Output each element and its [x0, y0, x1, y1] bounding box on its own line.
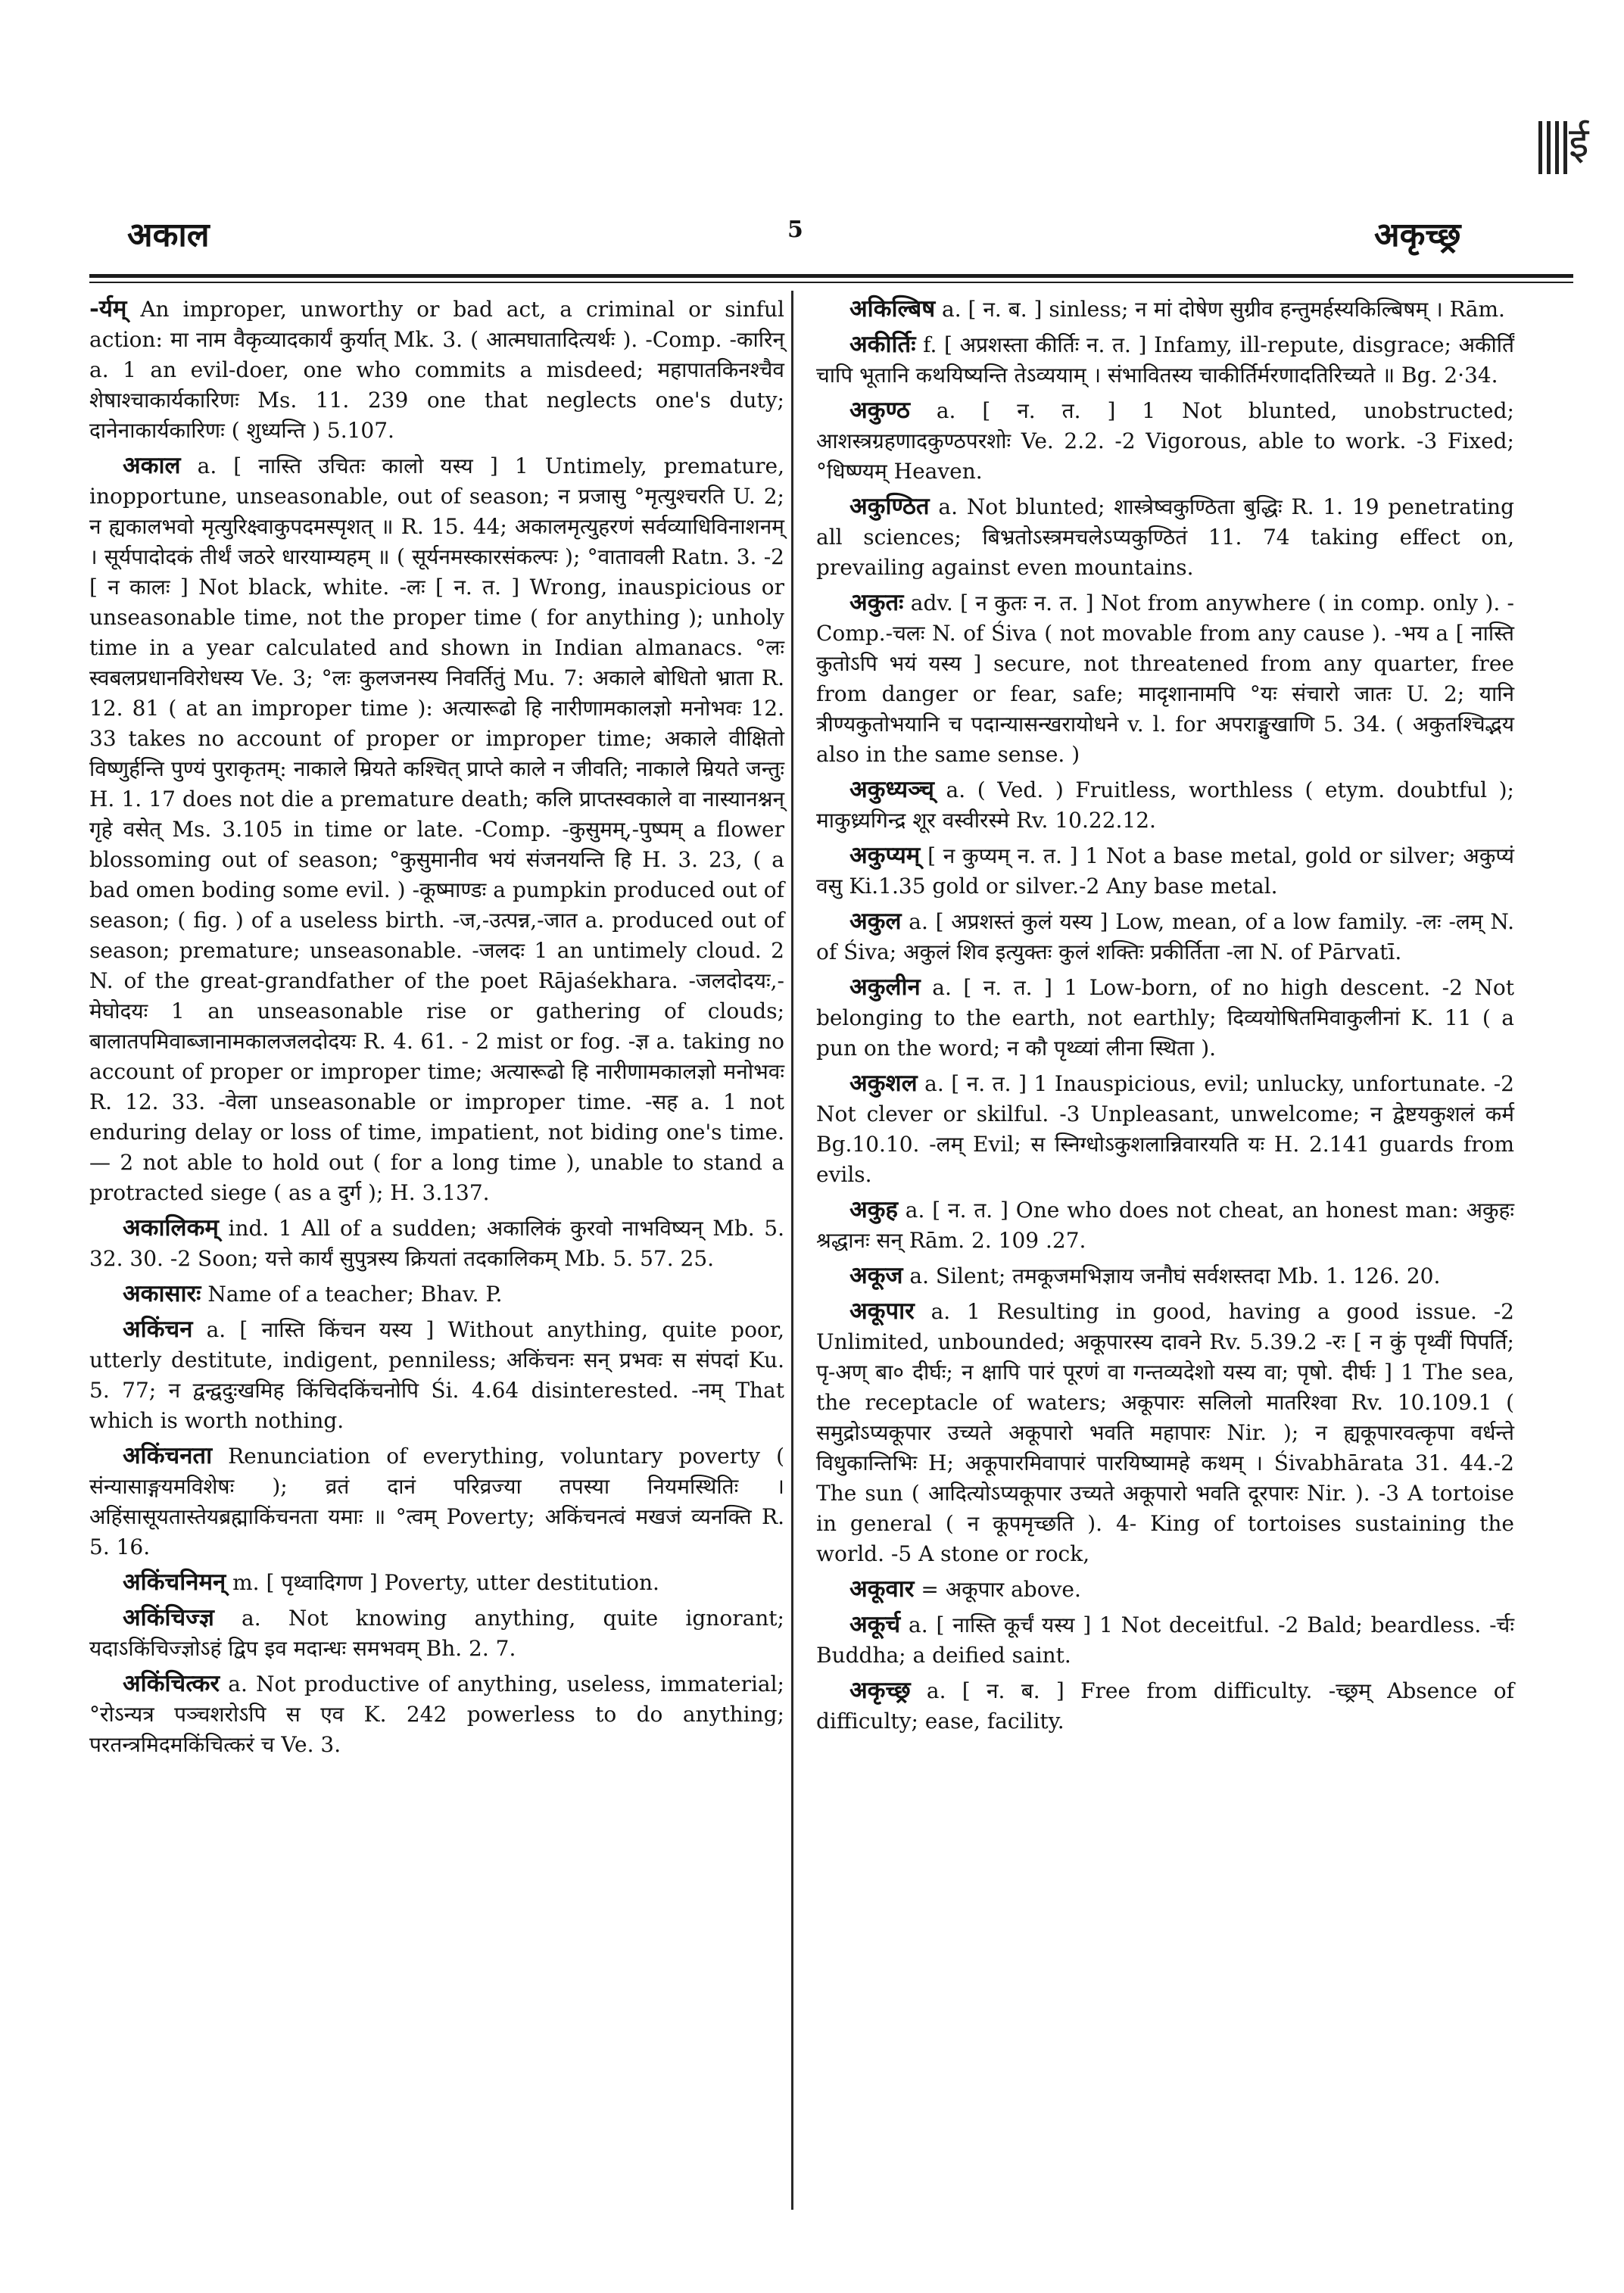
entry-definition: a. Silent; तमकूजमभिज्ञाय जनौघं सर्वशस्तदा Mb. 1. 126. 20. — [902, 1263, 1441, 1288]
entry-headword: अकुशल — [849, 1070, 918, 1097]
entry-headword: अकिल्बिष — [849, 295, 936, 322]
entry-definition: a. [ न. ब. ] sinless; न मां दोषेण सुग्रीव हन्तुमर्हस्यकिल्बिषम् । Rām. — [935, 297, 1505, 322]
right-guide-word: अकृच्छ्र — [1374, 216, 1461, 254]
entry-definition: Renunciation of everything, voluntary poverty ( संन्यासाङ्गयमविशेषः ); व्रतं दानं परिव्रज्या तपस्या नियमस्थितिः । अहिंसासूयतास्तेयब्रह्माकिंचनता यमाः ॥ °त्वम् Poverty; अकिंचनत्वं मखजं व्यनक्ति R. 5. 16. — [89, 1444, 784, 1559]
entry-headword: अकालिकम् — [123, 1214, 219, 1242]
left-guide-word: अकाल — [127, 216, 210, 254]
entry-definition: = अकूपार above. — [914, 1577, 1081, 1602]
header-rule — [89, 274, 1573, 278]
entry-definition: ind. 1 All of a sudden; अकालिकं कुरवो नाभविष्यन् Mb. 5. 32. 30. -2 Soon; यत्ते कार्यं सुपुत्रस्य क्रियतां तदकालिकम् Mb. 5. 57. 25. — [89, 1216, 784, 1271]
entry-definition: adv. [ न कुतः न. त. ] Not from anywhere ( in comp. only ). -Comp.-चलः N. of Śiva ( not movable from any cause ). -भय a [ नास्ति कुतोऽपि भयं यस्य ] secure, not threatened from any quarter, free from danger or fear, safe; मादृशानामपि °यः संचारो जातः U. 2; यानि त्रीण्यकुतोभयानि च पदान्यासन्खरायोधने v. l. for अपराङ्मुखाणि 5. 34. ( अकुतश्चिद्भय also in the same sense. ) — [816, 590, 1514, 767]
dictionary-entry — [816, 840, 1514, 902]
left-column — [89, 294, 784, 1765]
dictionary-entry — [816, 906, 1514, 967]
dictionary-entry — [89, 1603, 784, 1664]
entry-definition: a. [ न. ब. ] Free from difficulty. -च्छ्रम् Absence of difficulty; ease, facility. — [816, 1678, 1514, 1734]
entry-definition: a. Not blunted; शास्त्रेष्वकुण्ठिता बुद्धिः R. 1. 19 penetrating all sciences; बिभ्रतोऽस्त्रमचलेऽप्यकुण्ठितं 11. 74 taking effect on, prevailing against even mountains. — [816, 494, 1514, 580]
entry-headword: अकुध्यञ्च् — [849, 776, 934, 803]
entry-headword: अकुल — [849, 908, 902, 935]
entry-headword: अकुण्ठ — [849, 397, 910, 424]
entry-definition: a. [ अप्रशस्तं कुलं यस्य ] Low, mean, of a low family. -लः -लम् N. of Śiva; अकुलं शिव इत्युक्तः कुलं शक्तिः प्रकीर्तिता -ला N. of Pārvatī. — [816, 909, 1514, 964]
dictionary-entry — [816, 587, 1514, 770]
dictionary-entry — [89, 294, 784, 446]
dictionary-entry — [816, 294, 1514, 325]
entry-definition: a. 1 Resulting in good, having a good issue. -2 Unlimited, unbounded; अकूपारस्य दावने Rv. 5.39.2 -रः [ न कुं पृथ्वीं पिपर्ति; पृ-अण् बा० दीर्घः; न क्षापि पारं पूरणं वा गन्तव्यदेशो यस्य वा; पृषो. दीर्घः ] 1 The sea, the receptacle of waters; अकूपारः सलिलो मातरिश्वा Rv. 10.109.1 ( समुद्रोऽप्यकूपार उच्यते अकूपारो भवति महापारः Nir. ); न ह्यकूपारवत्कृपा वर्धन्ते विधुकान्तिभिः H; अकूपारमिवापारं पारयिष्यामहे कथम् । Śivabhārata 31. 44.-2 The sun ( आदित्योऽप्यकूपार उच्यते अकूपारो भवति दूरपारः Nir. ). -3 A tortoise in general ( न कूपमृच्छति ). 4- King of tortoises sustaining the world. -5 A stone or rock, — [816, 1299, 1514, 1566]
entry-definition: An improper, unworthy or bad act, a criminal or sinful action: मा नाम वैकृव्यादकार्यं कुर्यात् Mk. 3. ( आत्मघातादित्यर्थः ). -Comp. -कारिन् a. 1 an evil-doer, one who commits a misdeed; महापातकिनश्चैव शेषाश्चाकार्यकारिणः Ms. 11. 239 one that neglects one's duty; दानेनाकार्यकारिणः ( शुध्यन्ति ) 5.107. — [89, 297, 784, 443]
entry-definition: f. [ अप्रशस्ता कीर्तिः न. त. ] Infamy, ill-repute, disgrace; अकीर्तिं चापि भूतानि कथयिष्यन्ति तेऽव्ययाम् । संभावितस्य चाकीर्तिर्मरणादतिरिच्यते ॥ Bg. 2·34. — [816, 332, 1514, 388]
column-divider — [791, 291, 793, 2210]
entry-headword: अकुलीन — [849, 974, 921, 1001]
entry-headword: अकिंचिज्ज्ञ — [123, 1604, 214, 1631]
right-column — [816, 294, 1514, 1741]
entry-headword: अकूवार — [849, 1575, 915, 1603]
entry-headword: -र्यम् — [89, 295, 127, 322]
entry-definition: [ न कुप्यम् न. त. ] 1 Not a base metal, gold or silver; अकुप्यं वसु Ki.1.35 gold or silver.-2 Any base metal. — [816, 843, 1514, 899]
entry-headword: अकिंचन — [123, 1316, 193, 1343]
entry-definition: a. [ न. त. ] 1 Low-born, of no high descent. -2 Not belonging to the earth, not earthly; दिव्ययोषितमिवाकुलीनां K. 11 ( a pun on the word; न कौ पृथ्व्यां लीना स्थिता ). — [816, 975, 1514, 1061]
dictionary-entry — [89, 1213, 784, 1274]
entry-definition: a. [ न. त. ] One who does not cheat, an honest man: अकुहः श्रद्धानः सन् Rām. 2. 109 .27. — [816, 1198, 1514, 1253]
dictionary-entry — [816, 972, 1514, 1064]
dictionary-entry — [816, 329, 1514, 391]
entry-headword: अकूर्च — [849, 1611, 901, 1638]
dictionary-entry — [816, 1260, 1514, 1291]
entry-headword: अकूपार — [849, 1298, 915, 1325]
dictionary-entry — [816, 774, 1514, 836]
entry-headword: अकिंचनता — [123, 1442, 213, 1469]
entry-definition: a. [ न. त. ] 1 Not blunted, unobstructed; आशस्त्रग्रहणादकुण्ठपरशोः Ve. 2.2. -2 Vigorous, able to work. -3 Fixed; °धिष्ण्यम् Heaven. — [816, 398, 1514, 484]
dictionary-entry — [89, 1314, 784, 1436]
entry-headword: अकासारः — [123, 1280, 201, 1307]
dictionary-entry — [816, 1675, 1514, 1737]
entry-headword: अकृच्छ्र — [849, 1677, 911, 1704]
entry-definition: a. Not productive of anything, useless, immaterial; °रोऽन्यत्र पञ्चशरोऽपि स एव K. 242 powerless to do anything; परतन्त्रमिदमकिंचित्करं च Ve. 3. — [89, 1671, 784, 1757]
entry-headword: अकुण्ठित — [849, 493, 930, 520]
entry-definition: a. [ नास्ति उचितः कालो यस्य ] 1 Untimely, premature, inopportune, unseasonable, out of season; न प्रजासु °मृत्युश्चरति U. 2; न ह्यकालभवो मृत्युरिक्ष्वाकुपदमस्पृशत् ॥ R. 15. 44; अकालमृत्युहरणं सर्वव्याधिविनाशनम् । सूर्यपादोदकं तीर्थं जठरे धारयाम्यहम् ॥ ( सूर्यनमस्कारसंकल्पः ); °वातावली Ratn. 3. -2 [ न कालः ] Not black, white. -लः [ न. त. ] Wrong, inauspicious or unseasonable time, not the proper time ( for anything ); unholy time in a year calculated and shown in Indian almanacs. °लः स्वबलप्रधानविरोधस्य Ve. 3; °लः कुलजनस्य निवर्तितुं Mu. 7: अकाले बोधितो भ्राता R. 12. 81 ( at an improper time ): अत्यारूढो हि नारीणामकालज्ञो मनोभवः 12. 33 takes no account of proper or improper time; अकाले वीक्षितो विष्णुर्हन्ति पुण्यं पुराकृतम्: नाकाले म्रियते कश्चित् प्राप्ते काले न जीवति; नाकाले म्रियते जन्तुः H. 1. 17 does not die a premature death; कलि प्राप्तस्वकाले वा नास्यानश्नन् गृहे वसेत् Ms. 3.105 in time or late. -Comp. -कुसुमम्,-पुष्पम् a flower blossoming out of season; °कुसुमानीव भयं संजनयन्ति हि H. 3. 23, ( a bad omen boding some evil. ) -कूष्माण्डः a pumpkin produced out of season; ( fig. ) of a useless birth. -ज,-उत्पन्न,-जात a. produced out of season; premature; unseasonable. -जलदः 1 an untimely cloud. 2 N. of the great-grandfather of the poet Rājaśekhara. -जलदोदयः,-मेघोदयः 1 an unseasonable rise or gathering of clouds; बालातपमिवाब्जानामकालजलदोदयः R. 4. 61. - 2 mist or fog. -ज्ञ a. taking no account of proper or improper time; अत्यारूढो हि नारीणामकालज्ञो मनोभवः R. 12. 33. -वेला unseasonable or improper time. -सह a. 1 not enduring delay or loss of time, impatient, not biding one's time.— 2 not able to hold out ( for a long time ), unable to stand a protracted siege ( as a दुर्ग ); H. 3.137. — [89, 453, 784, 1205]
dictionary-entry — [816, 1574, 1514, 1605]
entry-headword: अकूज — [849, 1262, 903, 1289]
dictionary-entry — [816, 1068, 1514, 1190]
entry-definition: a. [ न. त. ] 1 Inauspicious, evil; unlucky, unfortunate. -2 Not clever or skilful. -3 Unpleasant, unwelcome; न द्वेष्टयकुशलं कर्म Bg.10.10. -लम् Evil; स स्निग्धोऽकुशलान्निवारयति यः H. 2.141 guards from evils. — [816, 1071, 1514, 1187]
dictionary-entry — [816, 1195, 1514, 1256]
dictionary-entry — [89, 1279, 784, 1310]
dictionary-entry — [816, 1609, 1514, 1671]
entry-definition: a. [ नास्ति किंचन यस्य ] Without anything, quite poor, utterly destitute, indigent, penniless; अकिंचनः सन् प्रभवः स संपदां Ku. 5. 77; न द्वन्द्वदुःखमिह किंचिदकिंचनोपि Śi. 4.64 disinterested. -नम् That which is worth nothing. — [89, 1317, 784, 1433]
entry-headword: अकाल — [123, 452, 181, 479]
entry-definition: a. [ नास्ति कूर्चं यस्य ] 1 Not deceitful. -2 Bald; beardless. -र्चः Buddha; a deified saint. — [816, 1612, 1514, 1668]
entry-headword: अकुप्यम् — [849, 842, 921, 869]
entry-definition: a. ( Ved. ) Fruitless, worthless ( etym. doubtful ); माकुध्र्यगिन्द्र शूर वस्वीरस्मे Rv. 10.22.12. — [816, 777, 1514, 833]
entry-headword: अकुतः — [849, 589, 904, 616]
dictionary-entry — [89, 450, 784, 1208]
entry-definition: a. Not knowing anything, quite ignorant; यदाऽकिंचिज्ज्ञोऽहं द्विप इव मदान्धः समभवम् Bh. 2. 7. — [89, 1606, 784, 1661]
entry-headword: अकीर्तिः — [849, 331, 916, 358]
entry-headword: अकिंचनिमन् — [123, 1569, 226, 1596]
page-number: 5 — [787, 217, 803, 243]
dictionary-entry — [89, 1567, 784, 1598]
entry-definition: m. [ पृथ्वादिगण ] Poverty, utter destitution. — [226, 1570, 659, 1595]
dictionary-entry — [816, 491, 1514, 583]
dictionary-entry — [89, 1441, 784, 1562]
dictionary-entry — [89, 1668, 784, 1760]
entry-headword: अकिंचित्कर — [123, 1670, 220, 1697]
dictionary-entry — [816, 395, 1514, 487]
header-rule-thin — [89, 282, 1573, 283]
thumb-index-glyph: ई — [1569, 119, 1589, 167]
entry-headword: अकुह — [849, 1196, 898, 1223]
page-header — [0, 0, 1624, 273]
entry-definition: Name of a teacher; Bhav. P. — [201, 1282, 503, 1307]
dictionary-entry — [816, 1296, 1514, 1569]
